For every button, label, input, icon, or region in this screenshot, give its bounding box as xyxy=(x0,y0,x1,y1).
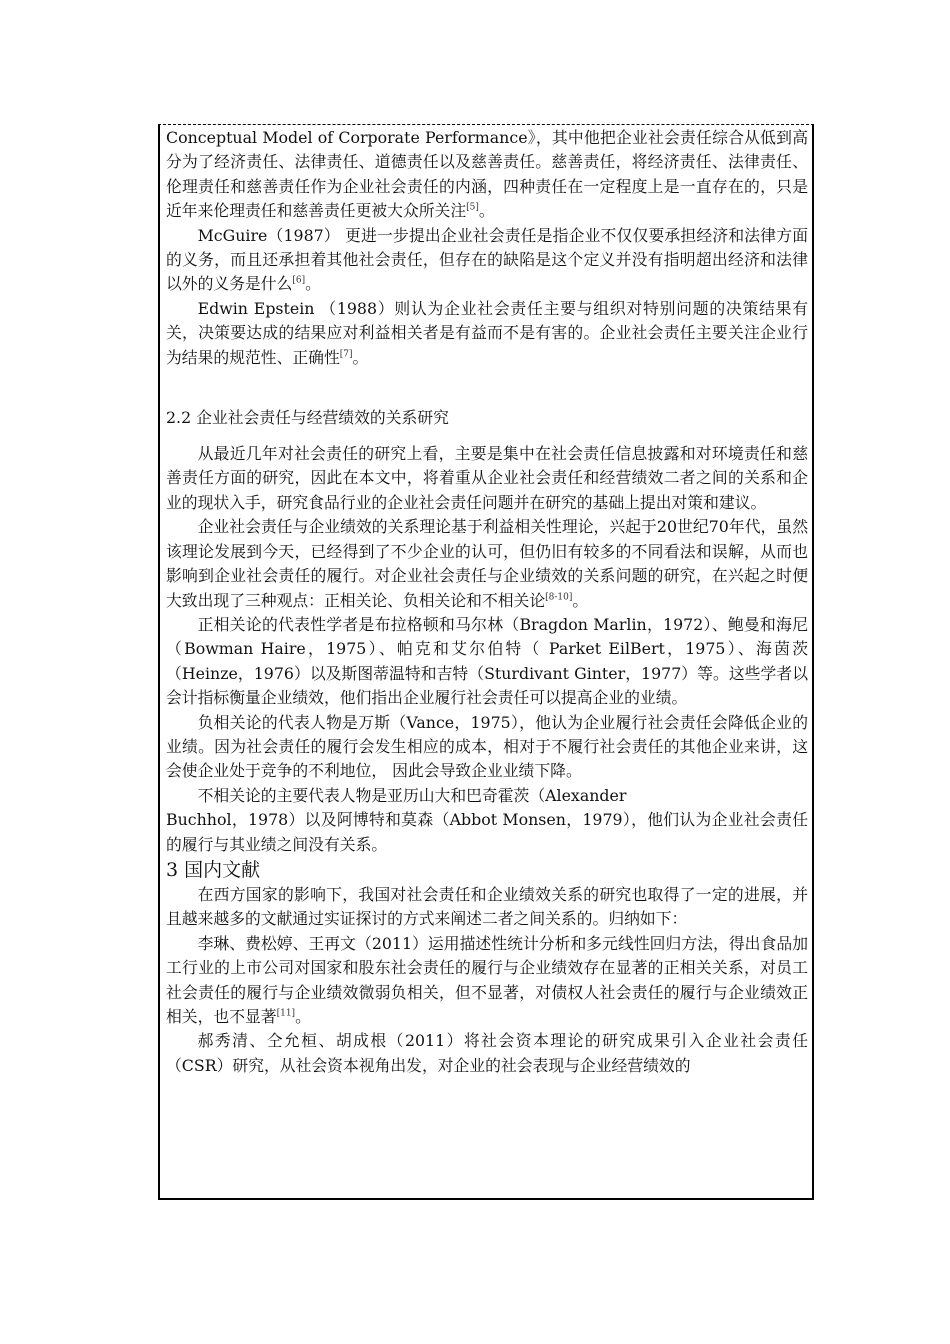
section-heading-2-2: 2.2 企业社会责任与经营绩效的关系研究 xyxy=(166,408,449,428)
paragraph: Conceptual Model of Corporate Performance》，其中他把企业社会责任综合从低到高分为了经济责任、法律责任、道德责任以及慈善责任。慈善责任，将经济责任、法律责任、伦理责任和慈善责任作为企业社会责任的内涵，四种责任在一定程度上是一直存在的，只是近年来伦理责任和慈善责任更被大众所关注[5]。 xyxy=(166,128,808,221)
paragraph: 企业社会责任与企业绩效的关系理论基于利益相关性理论，兴起于20世纪70年代，虽然该理论发展到今天，已经得到了不少企业的认可，但仍旧有较多的不同看法和误解，从而也影响到企业社会责任的履行。对企业社会责任与企业绩效的关系问题的研究，在兴起之时便大致出现了三种观点：正相关论、负相关论和不相关论[8-10]。 xyxy=(166,517,808,610)
citation: [6] xyxy=(292,276,306,287)
citation: [5] xyxy=(466,202,479,213)
paragraph: McGuire（1987） 更进一步提出企业社会责任是指企业不仅仅要承担经济和法律方面的义务，而且还承担着其他社会责任，但存在的缺陷是这个定义并没有指明超出经济和法律以外的义务是什么[6]。 xyxy=(166,225,808,294)
document-body xyxy=(166,126,808,1078)
paragraph: 负相关论的代表人物是万斯（Vance，1975），他认为企业履行社会责任会降低企业的业绩。因为社会责任的履行会发生相应的成本，相对于不履行社会责任的其他企业来讲，这会使企业处于竞争的不利地位， 因此会导致企业业绩下降。 xyxy=(166,712,808,781)
citation: [8-10] xyxy=(545,592,573,603)
section-heading-3: 3 国内文献 xyxy=(166,858,261,881)
paragraph: 在西方国家的影响下，我国对社会责任和企业绩效关系的研究也取得了一定的进展，并且越来越多的文献通过实证探讨的方式来阐述二者之间关系的。归纳如下： xyxy=(166,884,808,929)
paragraph: 李琳、费松婷、王再文（2011）运用描述性统计分析和多元线性回归方法，得出食品加工行业的上市公司对国家和股东社会责任的履行与企业绩效存在显著的正相关关系，对员工社会责任的履行与企业绩效微弱负相关，但不显著，对债权人社会责任的履行与企业绩效正相关，也不显著[11]。 xyxy=(166,933,808,1026)
paragraph: Edwin Epstein （1988）则认为企业社会责任主要与组织对特别问题的决策结果有关，决策要达成的结果应对利益相关者是有益而不是有害的。企业社会责任主要关注企业行为结果的规范性、正确性[7]。 xyxy=(166,298,808,367)
paragraph: 正相关论的代表性学者是布拉格顿和马尔林（Bragdon Marlin，1972）、鲍曼和海尼（Bowman Haire，1975）、帕克和艾尔伯特（ Parket EilBert，1975）、海茵茨（Heinze，1976）以及斯图蒂温特和吉特（Sturdivant Ginter，1977）等。这些学者以会计指标衡量企业绩效，他们指出企业履行社会责任可以提高企业的业绩。 xyxy=(166,614,808,708)
paragraph: 不相关论的主要代表人物是亚历山大和巴奇霍茨（Alexander xyxy=(197,785,627,805)
paragraph: 从最近几年对社会责任的研究上看，主要是集中在社会责任信息披露和对环境责任和慈善责任方面的研究，因此在本文中，将着重从企业社会责任和经营绩效二者之间的关系和企业的现状入手，研究食品行业的企业社会责任问题并在研究的基础上提出对策和建议。 xyxy=(166,444,808,512)
citation: [7] xyxy=(339,349,353,360)
paragraph: 郝秀清、仝允桓、胡成根（2011）将社会资本理论的研究成果引入企业社会责任（CSR）研究，从社会资本视角出发，对企业的社会表现与企业经营绩效的 xyxy=(166,1031,808,1075)
paragraph: Buchhol，1978）以及阿博特和莫森（Abbot Monsen，1979），他们认为企业社会责任的履行与其业绩之间没有关系。 xyxy=(166,810,808,854)
citation: [11] xyxy=(276,1008,296,1019)
spacer xyxy=(166,370,808,406)
